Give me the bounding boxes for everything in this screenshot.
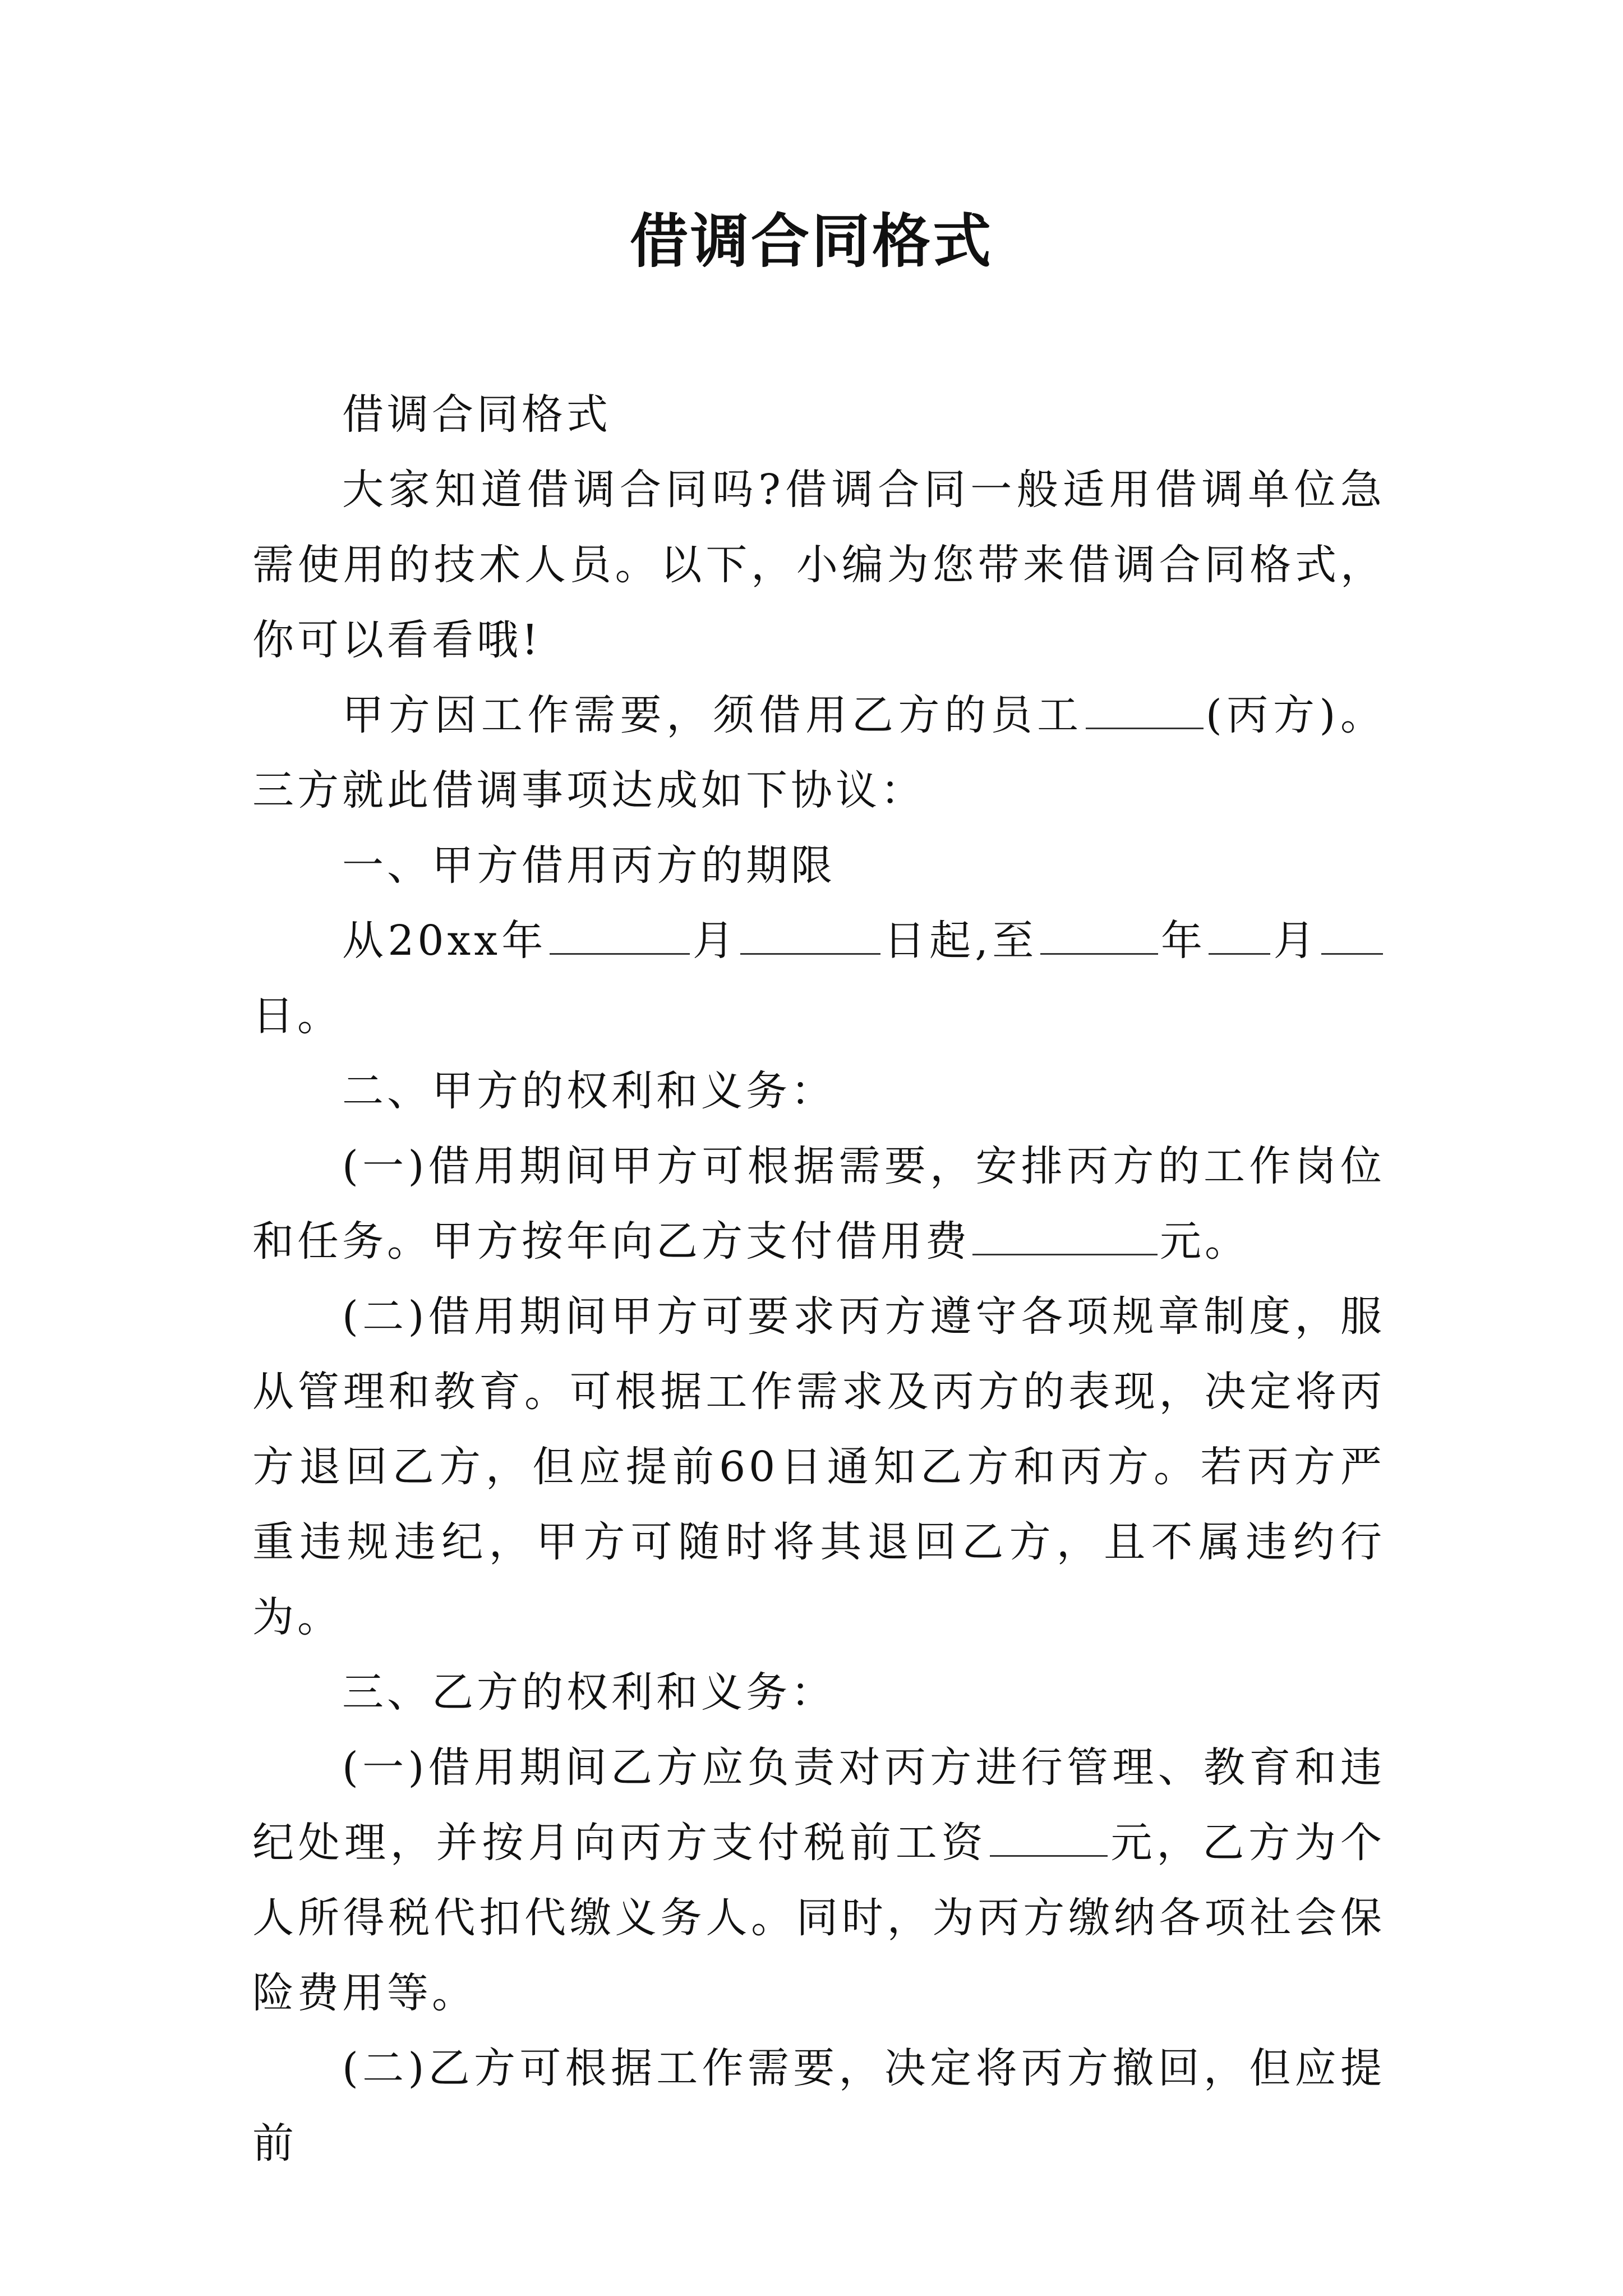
blank-end-day — [1321, 914, 1383, 955]
paragraph-party-b-2 — [252, 2031, 1385, 2181]
section-heading-text: 二、甲方的权利和义务： — [342, 1067, 836, 1115]
section-heading-3 — [252, 1655, 1385, 1730]
document-title: 借调合同格式 — [629, 206, 993, 275]
section-heading-text: 三、乙方的权利和义务： — [342, 1668, 836, 1717]
blank-end-month — [1209, 914, 1270, 955]
paragraph-text: 借调合同格式 — [342, 390, 611, 439]
blank-pre-tax-salary — [990, 1816, 1108, 1857]
blank-borrowing-fee — [972, 1214, 1158, 1255]
section-heading-2 — [252, 1053, 1385, 1129]
paragraph-text: 日。 — [252, 992, 342, 1040]
paragraph-text: (二)乙方可根据工作需要，决定将丙方撤回，但应提前 — [252, 2044, 1385, 2168]
blank-start-month — [550, 914, 690, 955]
paragraph-text: 大家知道借调合同吗?借调合同一般适用借调单位急需使用的技术人员。以下，小编为您带来借调合同格式，你可以看看哦! — [252, 466, 1385, 664]
paragraph-text: 从20xx年 — [342, 917, 547, 965]
paragraph-text: 元。 — [1160, 1217, 1249, 1266]
blank-end-year — [1040, 914, 1158, 955]
paragraph-text: (丙方)。三方就此借调事项达成如下协议： — [252, 691, 1386, 815]
paragraph-period — [252, 903, 1385, 1053]
paragraph-text: 甲方因工作需要，须借用乙方的员工 — [342, 691, 1083, 739]
paragraph-heading-repeat — [252, 377, 1385, 452]
blank-employee-name — [1086, 688, 1204, 729]
paragraph-agreement-intro — [252, 678, 1385, 828]
paragraph-text: 元，乙方为个人所得税代扣代缴义务人。同时，为丙方缴纳各项社会保险费用等。 — [252, 1819, 1386, 2017]
blank-start-day — [740, 914, 880, 955]
paragraph-text: 月 — [691, 917, 739, 965]
paragraph-text: (一)借用期间乙方应负责对丙方进行管理、教育和违纪处理，并按月向丙方支付税前工资 — [252, 1743, 1385, 1867]
document-body — [252, 377, 1385, 2181]
paragraph-text: 年 — [1160, 917, 1207, 965]
paragraph-party-a-2 — [252, 1279, 1385, 1655]
section-heading-1 — [252, 828, 1385, 903]
paragraph-text: 月 — [1272, 917, 1320, 965]
paragraph-party-b-1 — [252, 1730, 1385, 2031]
paragraph-text: (一)借用期间甲方可根据需要，安排丙方的工作岗位和任务。甲方按年向乙方支付借用费 — [252, 1142, 1385, 1266]
section-heading-text: 一、甲方借用丙方的期限 — [342, 841, 836, 890]
paragraph-intro — [252, 452, 1385, 678]
paragraph-text: (二)借用期间甲方可要求丙方遵守各项规章制度，服从管理和教育。可根据工作需求及丙方的表现，决定将丙方退回乙方，但应提前60日通知乙方和丙方。若丙方严重违规违纪，甲方可随时将其退回乙方，且不属违约行为。 — [252, 1292, 1385, 1641]
paragraph-text: 日起,至 — [883, 917, 1038, 965]
paragraph-party-a-1 — [252, 1129, 1385, 1279]
